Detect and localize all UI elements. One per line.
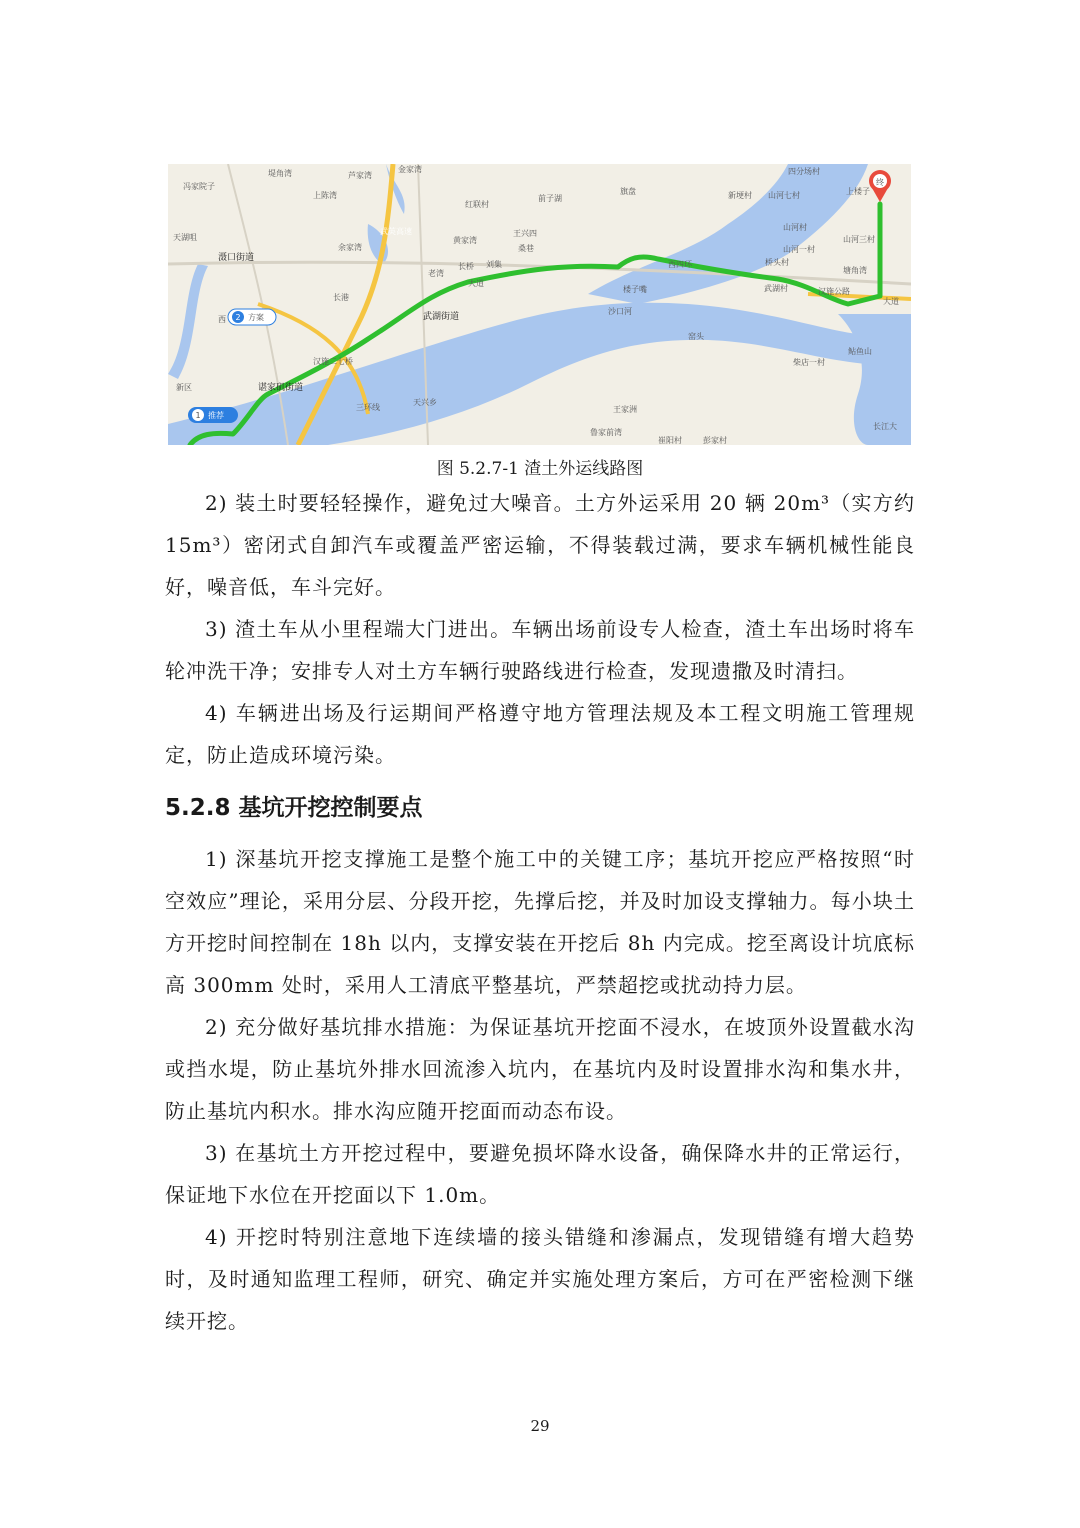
map-label: 芦家湾 [348, 171, 372, 180]
map-label: 鲇鱼山 [848, 347, 872, 356]
map-label: 新埂村 [728, 191, 752, 200]
map-label: 王家洲 [613, 405, 637, 414]
map-label: 长江大 [873, 422, 897, 431]
map-label: 大道 [883, 297, 899, 306]
map-label: 楼子嘴 [623, 285, 647, 294]
map-label: 塘角湾 [843, 266, 867, 275]
map-label: 天湖咀 [173, 233, 197, 242]
map-label: 堤角湾 [268, 169, 292, 178]
map-label: 推荐 [208, 411, 224, 420]
paragraph: 2) 充分做好基坑排水措施：为保证基坑开挖面不浸水，在坡顶外设置截水沟或挡水堤，防止基坑外排水回流渗入坑内，在基坑内及时设置排水沟和集水井，防止基坑内积水。排水沟应随开挖面而动态布设。 [165, 1015, 915, 1123]
map-label: 1 [195, 411, 201, 420]
section-heading: 5.2.8 基坑开挖控制要点 [165, 795, 423, 821]
map-label: 余家湾 [338, 243, 362, 252]
paragraph: 4) 车辆进出场及行运期间严格遵守地方管理法规及本工程文明施工管理规定，防止造成环境污染。 [165, 701, 915, 767]
paragraph: 4) 开挖时特别注意地下连续墙的接头错缝和渗漏点，发现错缝有增大趋势时，及时通知监理工程师，研究、确定并实施处理方案后，方可在严密检测下继续开挖。 [165, 1225, 915, 1333]
map-label: 鲁家前湾 [590, 428, 622, 437]
paragraph: 3) 在基坑土方开挖过程中，要避免损坏降水设备，确保降水井的正常运行，保证地下水位在开挖面以下 1.0m。 [165, 1141, 915, 1207]
figure-caption: 图 5.2.7-1 渣土外运线路图 [436, 459, 644, 479]
map-label: 山河一村 [783, 245, 815, 254]
map-label: 上楼子 [846, 187, 870, 196]
map-label: 西四环 [668, 260, 692, 269]
map-label: 长桥 [458, 262, 474, 271]
map-label: 旗盘 [620, 187, 636, 196]
route-map [168, 164, 911, 445]
map-label: 彭家村 [703, 436, 727, 445]
map-label: 滠口街道 [218, 253, 255, 263]
page-number: 29 [530, 1417, 550, 1435]
map-label: 金家湾 [398, 165, 422, 174]
map-label: 前子湖 [538, 194, 562, 203]
map-label: 黄家湾 [453, 236, 477, 245]
text-block-before [165, 482, 915, 776]
map-label: 柴店一村 [793, 358, 825, 367]
map-label: 汉施公路 [818, 287, 850, 296]
route-map-figure [168, 164, 911, 445]
map-label: 山河村 [783, 223, 807, 232]
map-label: 方案 [248, 313, 264, 322]
paragraph: 2) 装土时要轻轻操作，避免过大噪音。土方外运采用 20 辆 20m³（实方约 15m³）密闭式自卸汽车或覆盖严密运输，不得装载过满，要求车辆机械性能良好，噪音低，车斗完好。 [165, 491, 915, 599]
map-label: 山河七村 [768, 191, 800, 200]
map-label: 红联村 [465, 200, 489, 209]
map-label: 沙口河 [608, 307, 632, 316]
map-label: 冯家院子 [183, 182, 215, 191]
map-label: 王兴四 [513, 229, 537, 238]
map-label: 武英高速 [380, 227, 412, 236]
map-label: 上陈湾 [313, 191, 337, 200]
map-recommend-marker [188, 407, 238, 423]
paragraph: 1) 深基坑开挖支撑施工是整个施工中的关键工序；基坑开挖应严格按照“时空效应”理论，采用分层、分段开挖，先撑后挖，并及时加设支撑轴力。每小块土方开挖时间控制在 18h 以内，支撑安装在开挖后 8h 内完成。挖至离设计坑底标高 300mm 处时，采用人工清底平整基坑，严禁超挖或扰动持力层。 [165, 847, 915, 997]
map-label: 2 [235, 313, 241, 322]
map-label: 谌家矶街道 [258, 383, 304, 393]
map-label: 新区 [176, 383, 192, 392]
map-label: 终 [876, 178, 884, 187]
map-plan-marker [228, 309, 276, 325]
map-label: 桑巷 [518, 244, 534, 253]
map-label: 桥头村 [765, 258, 789, 267]
map-label: 窑头 [688, 332, 704, 341]
map-label: 天兴乡 [413, 398, 437, 407]
map-label: 西 [218, 315, 226, 324]
map-label: 四分场村 [788, 167, 820, 176]
text-block-after [165, 838, 915, 1342]
map-label: 崔阳村 [658, 436, 682, 445]
map-label: 山河三村 [843, 235, 875, 244]
paragraph: 3) 渣土车从小里程端大门进出。车辆出场前设专人检查，渣土车出场时将车轮冲洗干净；安排专人对土方车辆行驶路线进行检查，发现遗撒及时清扫。 [165, 617, 915, 683]
map-label: 汉施二七桥 [313, 357, 353, 366]
map-label: 武湖村 [764, 284, 788, 293]
map-label: 长港 [333, 293, 349, 302]
map-label: 三环线 [356, 403, 380, 412]
map-label: 老湾 [428, 269, 444, 278]
map-label: 武湖街道 [423, 312, 460, 322]
map-label: 大道 [468, 279, 484, 288]
map-label: 刘集 [486, 260, 502, 269]
